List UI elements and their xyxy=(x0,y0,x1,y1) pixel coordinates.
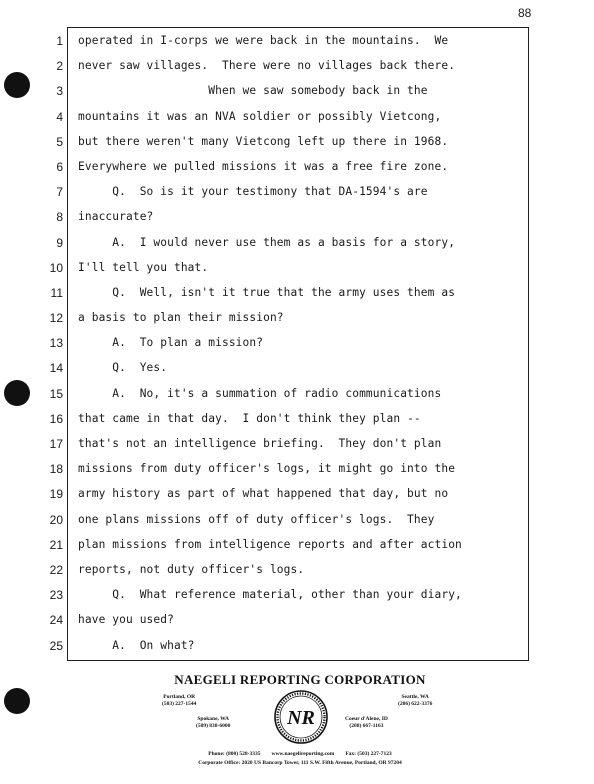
line-number: 7 xyxy=(56,185,63,200)
transcript-line: Q. Yes. xyxy=(78,361,168,375)
transcript-line: A. To plan a mission? xyxy=(78,336,264,350)
page-number: 88 xyxy=(518,6,532,20)
line-number: 19 xyxy=(49,487,63,502)
transcript-line: Everywhere we pulled missions it was a free fire zone. xyxy=(78,159,449,173)
office-city: Portland, OR xyxy=(163,694,196,700)
office-spokane xyxy=(196,716,230,729)
transcript-line: inaccurate? xyxy=(78,210,154,224)
office-city: Coeur d'Alene, ID xyxy=(345,716,388,722)
office-seattle xyxy=(398,694,432,707)
transcript-line: Q. So is it your testimony that DA-1594's are xyxy=(78,185,428,199)
transcript-line: have you used? xyxy=(78,613,174,627)
office-phone: (206) 622-3376 xyxy=(398,700,433,707)
line-number: 5 xyxy=(56,134,63,149)
line-number: 2 xyxy=(56,59,63,74)
office-phone: (208) 667-1163 xyxy=(349,722,384,729)
transcript-line: When we saw somebody back in the xyxy=(78,84,428,98)
transcript-line: never saw villages. There were no villages back there. xyxy=(78,59,456,73)
line-number: 8 xyxy=(56,210,63,225)
transcript-line: operated in I-corps we were back in the mountains. We xyxy=(78,34,449,47)
transcript-line: that came in that day. I don't think they plan -- xyxy=(78,411,421,425)
line-number: 10 xyxy=(49,260,63,275)
line-number: 21 xyxy=(49,537,63,552)
line-number: 18 xyxy=(49,462,63,477)
office-coeur-dalene xyxy=(345,716,388,729)
office-phone: (509) 838-6000 xyxy=(196,722,231,729)
line-number: 17 xyxy=(49,437,63,451)
punch-hole-top xyxy=(4,72,30,98)
office-city: Spokane, WA xyxy=(197,716,230,722)
transcript-line: plan missions from intelligence reports and after action xyxy=(78,537,462,551)
line-number: 11 xyxy=(50,285,63,300)
line-number: 4 xyxy=(56,109,63,124)
transcript-text xyxy=(78,33,523,663)
transcript-line: a basis to plan their mission? xyxy=(78,311,284,325)
reporter-footer xyxy=(140,672,460,780)
transcript-line: one plans missions off of duty officer's logs. They xyxy=(78,512,435,526)
company-name: NAEGELI REPORTING CORPORATION xyxy=(174,672,426,687)
line-number: 9 xyxy=(56,235,63,250)
transcript-line: Q. Well, isn't it true that the army uses them as xyxy=(78,285,456,299)
line-number: 12 xyxy=(49,311,63,326)
transcript-line: A. No, it's a summation of radio communications xyxy=(78,386,442,400)
transcript-line: army history as part of what happened that day, but no xyxy=(78,487,449,501)
line-number: 24 xyxy=(49,613,63,628)
line-number: 25 xyxy=(49,638,63,653)
line-number: 20 xyxy=(49,512,63,527)
line-number: 23 xyxy=(49,588,63,603)
line-number: 3 xyxy=(56,84,63,99)
line-number: 16 xyxy=(49,411,63,426)
office-city: Seattle, WA xyxy=(401,694,429,700)
transcript-line: Q. What reference material, other than your diary, xyxy=(78,588,462,602)
company-seal-icon xyxy=(273,689,329,745)
transcript-line: A. I would never use them as a basis for a story, xyxy=(78,235,456,249)
line-number: 14 xyxy=(49,361,63,376)
transcript-line: reports, not duty officer's logs. xyxy=(78,562,305,576)
punch-hole-middle xyxy=(4,380,30,406)
office-portland xyxy=(162,694,196,707)
line-number: 22 xyxy=(49,562,63,577)
line-number: 6 xyxy=(56,159,63,174)
transcript-line: but there weren't many Vietcong left up there in 1968. xyxy=(78,134,449,148)
line-number: 15 xyxy=(49,386,63,401)
line-number: 1 xyxy=(56,34,63,48)
transcript-line: I'll tell you that. xyxy=(78,260,209,274)
office-phone: (503) 227-1544 xyxy=(162,700,197,707)
seal-monogram: NR xyxy=(287,707,315,729)
transcript-line: A. On what? xyxy=(78,638,195,652)
transcript-line: missions from duty officer's logs, it might go into the xyxy=(78,462,456,476)
punch-hole-bottom xyxy=(4,688,30,714)
corporate-address: Corporate Office: 2020 US Bancorp Tower, 111 S.W. Fifth Avenue, Portland, OR 97204 xyxy=(198,760,402,766)
line-number-column xyxy=(36,33,64,663)
transcript-line: that's not an intelligence briefing. They don't plan xyxy=(78,437,442,450)
transcript-line: mountains it was an NVA soldier or possibly Vietcong, xyxy=(78,109,442,123)
line-number: 13 xyxy=(49,336,63,351)
contact-line: Phone: (800) 528-3335 www.naegelireporting.com Fax: (503) 227-7123 xyxy=(208,751,392,757)
